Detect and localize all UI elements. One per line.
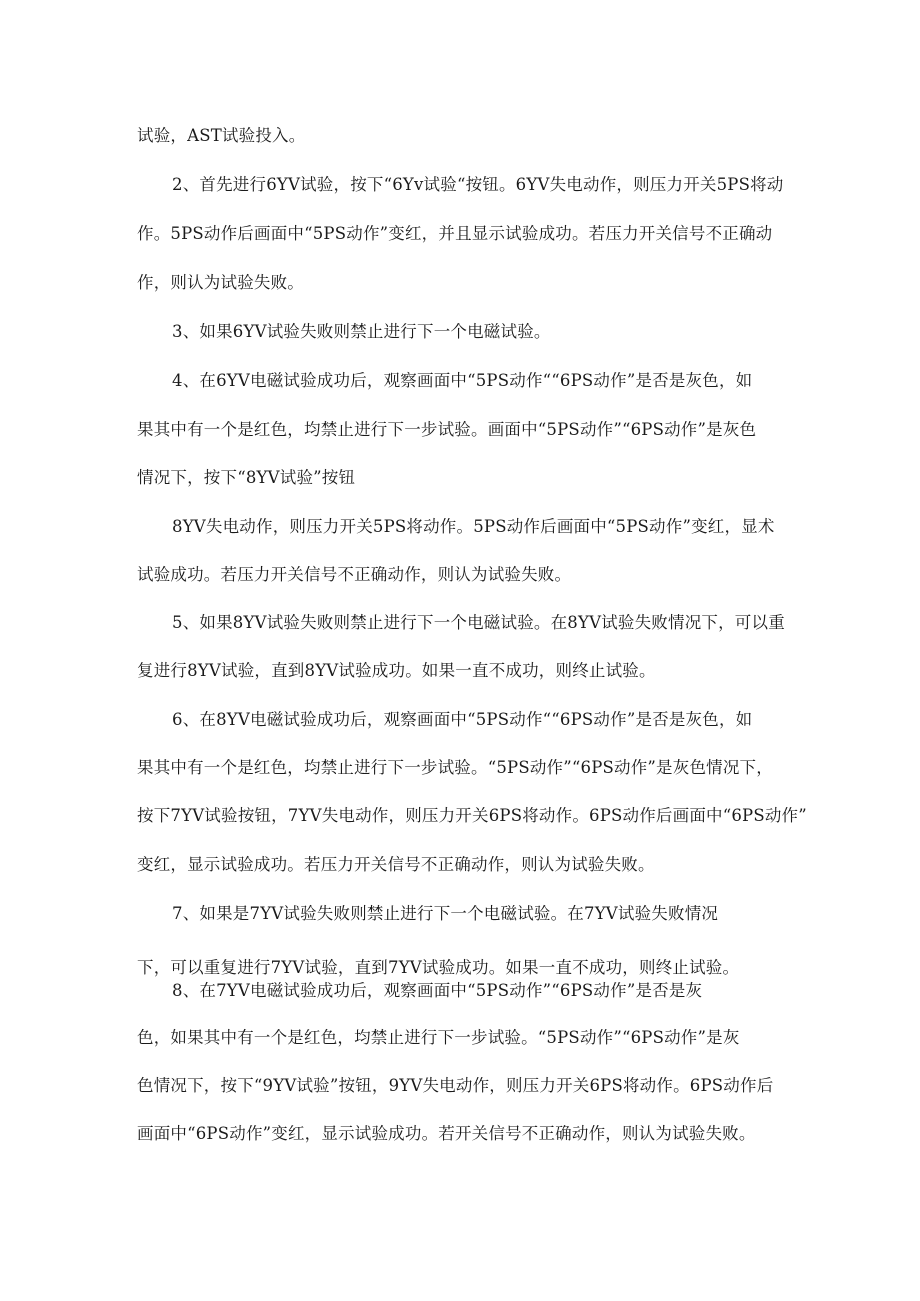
text-line: 7、如果是7YV试验失败则禁止进行下一个电磁试验。在7YV试验失败情况 bbox=[172, 904, 719, 923]
text-line: 2、首先进行6YV试验，按下“6Yv试验“按钮。6YV失电动作，则压力开关5PS将动 bbox=[172, 175, 784, 194]
text-line: 试验成功。若压力开关信号不正确动作，则认为试验失败。 bbox=[137, 565, 572, 584]
text-line: 5、如果8YV试验失败则禁止进行下一个电磁试验。在8YV试验失败情况下，可以重 bbox=[172, 613, 785, 632]
text-line: 下，可以重复进行7YV试验，直到7YV试验成功。如果一直不成功，则终止试验。 bbox=[137, 958, 740, 977]
text-line: 按下7YV试验按钮，7YV失电动作，则压力开关6PS将动作。6PS动作后画面中“6PS动作” bbox=[137, 806, 807, 825]
text-line: 作。5PS动作后画面中“5PS动作”变红，并且显示试验成功。若压力开关信号不正确动 bbox=[137, 224, 773, 243]
text-line: 试验，AST试验投入。 bbox=[137, 126, 306, 145]
text-line: 4、在6YV电磁试验成功后，观察画面中“5PS动作““6PS动作”是否是灰色，如 bbox=[172, 371, 753, 390]
text-line: 情况下，按下“8YV试验”按钮 bbox=[137, 468, 356, 487]
text-line: 变红，显示试验成功。若压力开关信号不正确动作，则认为试验失败。 bbox=[137, 855, 655, 874]
text-line: 画面中“6PS动作”变红，显示试验成功。若开关信号不正确动作，则认为试验失败。 bbox=[137, 1124, 756, 1143]
text-line: 3、如果6YV试验失败则禁止进行下一个电磁试验。 bbox=[172, 322, 551, 341]
text-line: 8、在7YV电磁试验成功后，观察画面中“5PS动作”“6PS动作”是否是灰 bbox=[172, 981, 703, 1000]
text-line: 色情况下，按下“9YV试验”按钮，9YV失电动作，则压力开关6PS将动作。6PS动作后 bbox=[137, 1076, 774, 1095]
text-line: 果其中有一个是红色，均禁止进行下一步试验。画面中“5PS动作”“6PS动作”是灰色 bbox=[137, 420, 757, 439]
text-line: 6、在8YV电磁试验成功后，观察画面中“5PS动作““6PS动作”是否是灰色，如 bbox=[172, 710, 753, 729]
text-line: 色，如果其中有一个是红色，均禁止进行下一步试验。“5PS动作”“6PS动作”是灰 bbox=[137, 1028, 740, 1047]
text-line: 作，则认为试验失败。 bbox=[137, 273, 304, 292]
text-line: 复进行8YV试验，直到8YV试验成功。如果一直不成功，则终止试验。 bbox=[137, 661, 656, 680]
text-line: 果其中有一个是红色，均禁止进行下一步试验。“5PS动作”“6PS动作”是灰色情况下， bbox=[137, 758, 773, 777]
text-line: 8YV失电动作，则压力开关5PS将动作。5PS动作后画面中“5PS动作”变红，显术 bbox=[172, 517, 775, 536]
